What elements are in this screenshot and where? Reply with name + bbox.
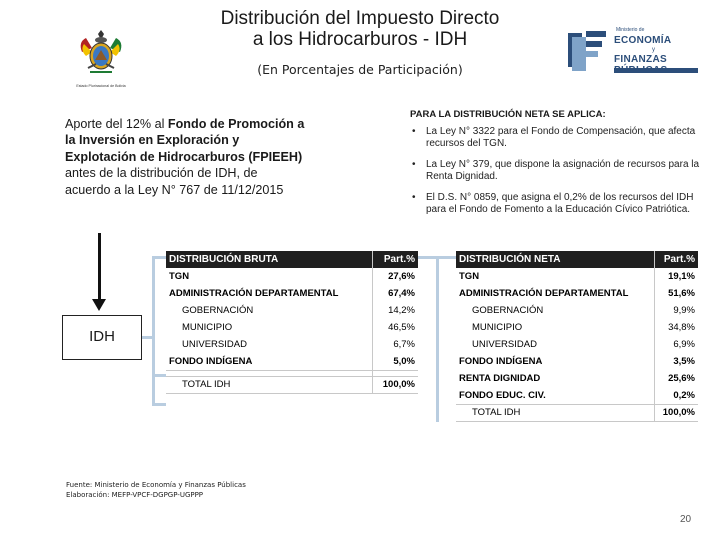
ministry-logo xyxy=(566,27,702,75)
coat-of-arms-icon xyxy=(76,30,126,82)
idh-box: IDH xyxy=(62,315,142,360)
table-row: FONDO EDUC. CIV. 0,2% xyxy=(456,387,698,404)
ministry-economia: ECONOMÍA xyxy=(614,35,672,46)
title-line-2: a los Hidrocarburos - IDH xyxy=(252,29,468,50)
table-header: DISTRIBUCIÓN NETA xyxy=(456,251,654,268)
elaboracion-line: Elaboración: MEFP-VPCF-DGPGP-UGPPP xyxy=(66,491,204,499)
distribucion-bruta-table xyxy=(166,251,418,394)
bullet-item: • El D.S. N° 0859, que asigna el 0,2% de los recursos del IDH para el Fondo de Fomento a la Educación Cívico Patriótica. xyxy=(412,192,694,215)
table-row: GOBERNACIÓN 14,2% xyxy=(166,302,418,319)
ministry-emblem-icon xyxy=(566,27,610,75)
connector-line xyxy=(152,374,166,377)
table-row: UNIVERSIDAD 6,7% xyxy=(166,336,418,353)
table-header: DISTRIBUCIÓN BRUTA xyxy=(166,251,373,268)
source-note xyxy=(66,480,246,500)
connector-line xyxy=(152,403,166,406)
bullet-item: • La Ley N° 3322 para el Fondo de Compensación, que afecta recursos del TGN. xyxy=(412,126,696,149)
neta-heading: PARA LA DISTRIBUCIÓN NETA SE APLICA: xyxy=(410,109,606,120)
table-row: MUNICIPIO 34,8% xyxy=(456,319,698,336)
bullet-icon: • xyxy=(412,192,416,203)
table-row: RENTA DIGNIDAD 25,6% xyxy=(456,370,698,387)
table-total-row: TOTAL IDH 100,0% xyxy=(166,376,418,393)
table-row: FONDO INDÍGENA 3,5% xyxy=(456,353,698,370)
table-row: GOBERNACIÓN 9,9% xyxy=(456,302,698,319)
page-title xyxy=(140,8,580,50)
table-header-pct: Part.% xyxy=(373,251,418,268)
distribucion-neta-table xyxy=(456,251,698,422)
table-header-pct: Part.% xyxy=(654,251,698,268)
table-header-row xyxy=(456,251,698,268)
table-row: TGN 27,6% xyxy=(166,268,418,285)
connector-line xyxy=(436,256,456,259)
bullet-icon: • xyxy=(412,126,416,137)
fpieeh-paragraph: Aporte del 12% al Fondo de Promoción a la Inversión en Exploración y Explotación de Hidrocarburos (FPIEEH) antes de la distribución de IDH, de acuerdo a la Ley N° 767 de 11/12/2015 xyxy=(65,117,305,197)
connector-line xyxy=(152,256,155,406)
bullet-item: • La Ley N° 379, que dispone la asignación de recursos para la Renta Dignidad. xyxy=(412,159,700,182)
ministry-label: Ministerio de xyxy=(616,27,645,33)
ministry-bar xyxy=(614,68,698,73)
table-row: ADMINISTRACIÓN DEPARTAMENTAL 51,6% xyxy=(456,285,698,302)
bullet-icon: • xyxy=(412,159,416,170)
connector-line xyxy=(152,256,166,259)
table-row: TGN 19,1% xyxy=(456,268,698,285)
fuente-line: Fuente: Ministerio de Economía y Finanzas Públicas xyxy=(66,481,246,489)
table-row: MUNICIPIO 46,5% xyxy=(166,319,418,336)
arrow-down-icon xyxy=(92,299,106,311)
coat-of-arms-caption: Estado Plurinacional de Bolivia xyxy=(76,84,126,88)
table-row: ADMINISTRACIÓN DEPARTAMENTAL 67,4% xyxy=(166,285,418,302)
title-line-1: Distribución del Impuesto Directo xyxy=(220,8,500,29)
bolivia-coat-of-arms-logo xyxy=(76,30,126,88)
arrow-shaft xyxy=(98,233,101,301)
table-row: FONDO INDÍGENA 5,0% xyxy=(166,353,418,370)
table-row: UNIVERSIDAD 6,9% xyxy=(456,336,698,353)
connector-line xyxy=(436,256,439,422)
table-header-row xyxy=(166,251,418,268)
neta-bullet-list xyxy=(410,126,700,225)
table-total-row: TOTAL IDH 100,0% xyxy=(456,404,698,421)
page-number: 20 xyxy=(680,514,692,525)
connector-line xyxy=(418,256,438,259)
fpieeh-bold: Fondo de Promoción a la Inversión en Exploración y Explotación de Hidrocarburos (FPIEEH) xyxy=(65,117,305,164)
ministry-y: y xyxy=(652,47,655,53)
ministry-finanzas: FINANZAS xyxy=(614,54,667,65)
page-subtitle: (En Porcentajes de Participación) xyxy=(257,62,463,77)
